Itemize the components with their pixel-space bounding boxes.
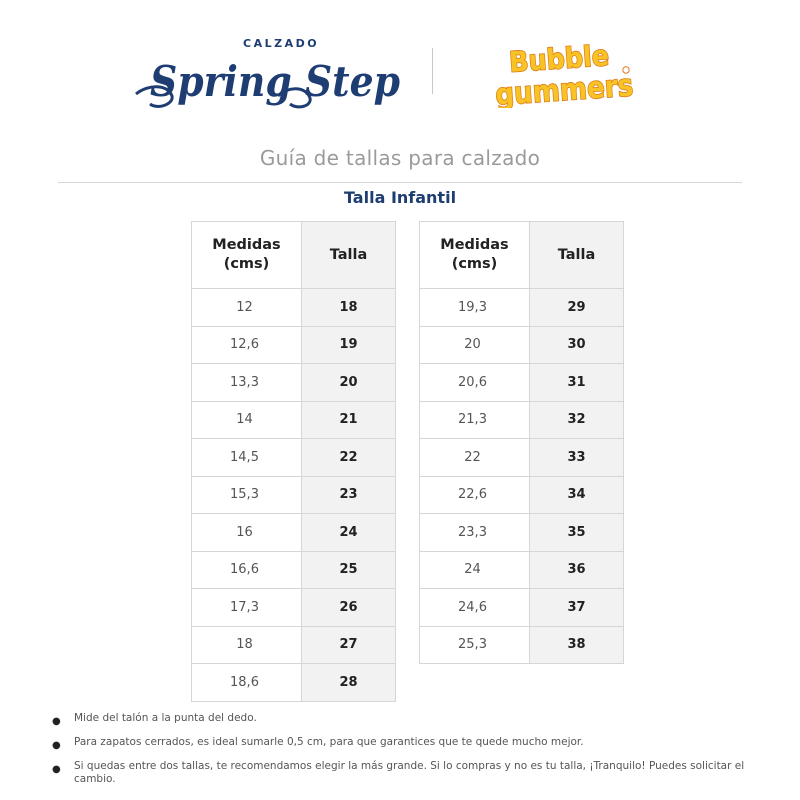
cell-talla: 19 (302, 326, 396, 364)
size-table-right (419, 221, 624, 664)
cell-medida: 24 (420, 551, 530, 589)
table-row (192, 439, 396, 477)
cell-talla: 21 (302, 401, 396, 439)
table-row (192, 289, 396, 327)
cell-medida: 12,6 (192, 326, 302, 364)
column-header-medidas-text: Medidas (cms) (212, 237, 281, 272)
cell-talla: 35 (530, 514, 624, 552)
table-row (192, 326, 396, 364)
gummers-text: gummers (494, 66, 640, 108)
cell-medida: 17,3 (192, 589, 302, 627)
cell-talla: 30 (530, 326, 624, 364)
table-row (192, 364, 396, 402)
cell-medida: 18,6 (192, 664, 302, 702)
table-header-row (420, 222, 624, 289)
spring-step-text: Spring Step (150, 57, 400, 106)
cell-medida: 25,3 (420, 626, 530, 664)
cell-medida: 16 (192, 514, 302, 552)
table-row (192, 626, 396, 664)
table-header-row (192, 222, 396, 289)
bubble-text: Bubble (508, 38, 621, 79)
table-row (192, 664, 396, 702)
column-header-medidas (192, 222, 302, 289)
column-header-talla (530, 222, 624, 289)
cell-talla: 22 (302, 439, 396, 477)
cell-medida: 13,3 (192, 364, 302, 402)
cell-medida: 14,5 (192, 439, 302, 477)
notes-list (50, 712, 760, 797)
column-header-medidas (420, 222, 530, 289)
table-row (420, 326, 624, 364)
cell-talla: 24 (302, 514, 396, 552)
cell-medida: 21,3 (420, 401, 530, 439)
table-row (420, 626, 624, 664)
logo-divider (432, 48, 433, 94)
table-row (192, 401, 396, 439)
page-title: Guía de tallas para calzado (259, 146, 541, 170)
table-row (420, 551, 624, 589)
note-text: Si quedas entre dos tallas, te recomendamos elegir la más grande. Si lo compras y no es tu talla, ¡Tranquilo! Puedes solicitar el cambio. (74, 760, 745, 785)
cell-talla: 31 (530, 364, 624, 402)
cell-talla: 37 (530, 589, 624, 627)
bullet-icon: ● (52, 716, 61, 727)
cell-talla: 33 (530, 439, 624, 477)
note-text: Mide del talón a la punta del dedo. (74, 712, 257, 724)
cell-medida: 24,6 (420, 589, 530, 627)
note-text: Para zapatos cerrados, es ideal sumarle 0,5 cm, para que garantices que te quede mucho mejor. (74, 736, 584, 748)
table-row (420, 476, 624, 514)
spring-step-wordmark (128, 36, 408, 116)
cell-talla: 20 (302, 364, 396, 402)
table-row (420, 401, 624, 439)
brand-header (0, 0, 800, 130)
table-row (192, 551, 396, 589)
table-row (420, 439, 624, 477)
spring-step-logo (128, 36, 408, 116)
table-row (192, 514, 396, 552)
note-item (50, 712, 760, 725)
bullet-icon: ● (52, 740, 61, 751)
cell-medida: 14 (192, 401, 302, 439)
column-header-talla (302, 222, 396, 289)
cell-medida: 19,3 (420, 289, 530, 327)
section-subtitle: Talla Infantil (343, 188, 457, 207)
cell-medida: 20,6 (420, 364, 530, 402)
cell-medida: 16,6 (192, 551, 302, 589)
cell-talla: 36 (530, 551, 624, 589)
cell-medida: 22 (420, 439, 530, 477)
cell-talla: 25 (302, 551, 396, 589)
note-item (50, 736, 760, 749)
table-row (420, 289, 624, 327)
cell-talla: 38 (530, 626, 624, 664)
size-table-left (191, 221, 396, 702)
table-row (420, 589, 624, 627)
table-row (420, 364, 624, 402)
cell-talla: 18 (302, 289, 396, 327)
cell-medida: 23,3 (420, 514, 530, 552)
title-divider (58, 182, 742, 183)
cell-talla: 23 (302, 476, 396, 514)
cell-medida: 15,3 (192, 476, 302, 514)
bullet-icon: ● (52, 764, 61, 775)
calzado-label: CALZADO (243, 37, 320, 50)
cell-talla: 29 (530, 289, 624, 327)
cell-talla: 28 (302, 664, 396, 702)
cell-talla: 27 (302, 626, 396, 664)
cell-talla: 26 (302, 589, 396, 627)
cell-medida: 20 (420, 326, 530, 364)
cell-talla: 34 (530, 476, 624, 514)
column-header-talla-text: Talla (557, 246, 596, 263)
column-header-medidas-text: Medidas (cms) (440, 237, 509, 272)
note-item (50, 760, 760, 786)
table-row (192, 476, 396, 514)
cell-medida: 22,6 (420, 476, 530, 514)
bubble-gummers-logo (490, 36, 640, 108)
cell-medida: 12 (192, 289, 302, 327)
table-row (192, 589, 396, 627)
table-row (420, 514, 624, 552)
cell-talla: 32 (530, 401, 624, 439)
column-header-talla-text: Talla (329, 246, 368, 263)
cell-medida: 18 (192, 626, 302, 664)
